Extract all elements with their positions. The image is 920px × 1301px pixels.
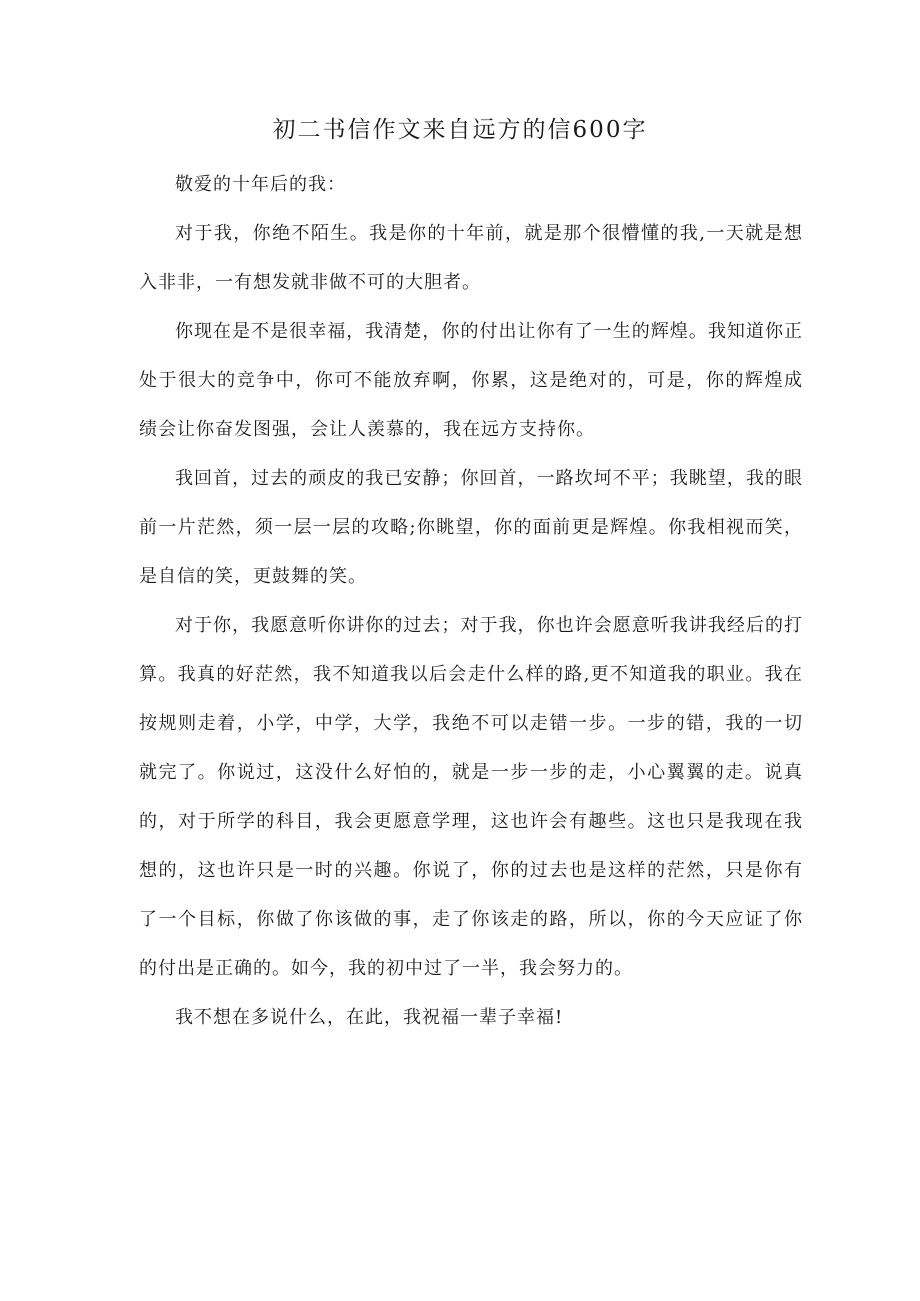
letter-body <box>139 160 803 1042</box>
letter-closing: 我不想在多说什么，在此，我祝福一辈子幸福! <box>175 1007 564 1028</box>
letter-paragraph-1: 对于我，你绝不陌生。我是你的十年前，就是那个很懵懂的我,一天就是想入非非，一有想发就非做不可的大胆者。 <box>139 223 803 293</box>
letter-greeting: 敬爱的十年后的我： <box>175 174 346 195</box>
document-title: 初二书信作文来自远方的信600字 <box>272 117 648 143</box>
letter-paragraph-4: 对于你，我愿意听你讲你的过去；对于我，你也许会愿意听我讲我经后的打算。我真的好茫然，我不知道我以后会走什么样的路,更不知道我的职业。我在按规则走着，小学，中学，大学，我绝不可以走错一步。一步的错，我的一切就完了。你说过，这没什么好怕的，就是一步一步的走，小心翼翼的走。说真的，对于所学的科目，我会更愿意学理，这也许会有趣些。这也只是我现在我想的，这也许只是一时的兴趣。你说了，你的过去也是这样的茫然，只是你有了一个目标，你做了你该做的事，走了你该走的路，所以，你的今天应证了你的付出是正确的。如今，我的初中过了一半，我会努力的。 <box>139 615 803 979</box>
letter-paragraph-3: 我回首，过去的顽皮的我已安静；你回首，一路坎坷不平；我眺望，我的眼前一片茫然，须一层一层的攻略;你眺望，你的面前更是辉煌。你我相视而笑，是自信的笑，更鼓舞的笑。 <box>139 468 803 587</box>
letter-paragraph-2: 你现在是不是很幸福，我清楚，你的付出让你有了一生的辉煌。我知道你正处于很大的竞争中，你可不能放弃啊，你累，这是绝对的，可是，你的辉煌成绩会让你奋发图强，会让人羡慕的，我在远方支持你。 <box>139 321 803 440</box>
